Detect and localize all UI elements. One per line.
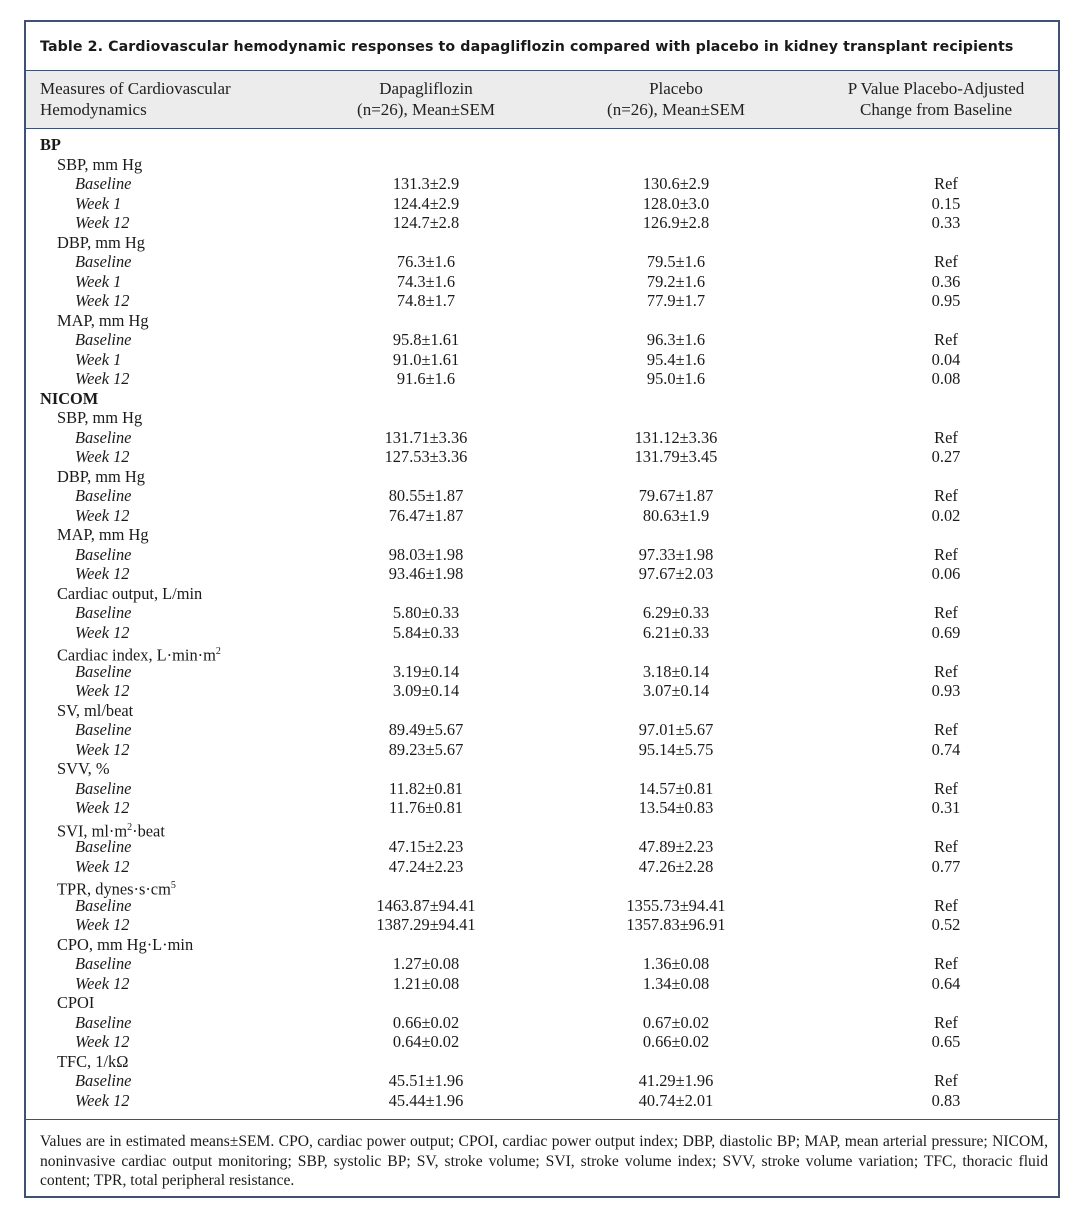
p-value-cell: Ref bbox=[934, 661, 958, 681]
p-value-cell: 0.36 bbox=[931, 271, 961, 291]
timepoint-label bbox=[75, 330, 131, 350]
p-value-cell: 0.08 bbox=[931, 369, 961, 388]
label-text: NICOM bbox=[40, 388, 99, 408]
p-value-cell: Ref bbox=[934, 603, 958, 622]
p-value-cell: Ref bbox=[934, 252, 958, 271]
timepoint-label bbox=[75, 1032, 129, 1052]
dapagliflozin-cell: 45.44±1.96 bbox=[388, 1090, 464, 1110]
placebo-cell: 3.18±0.14 bbox=[642, 661, 710, 681]
placebo-cell: 131.12±3.36 bbox=[634, 427, 718, 447]
dapagliflozin-cell: 45.51±1.96 bbox=[388, 1071, 464, 1090]
timepoint-label bbox=[75, 350, 121, 370]
label-text: Week 12 bbox=[75, 798, 130, 817]
section-row bbox=[26, 135, 1058, 155]
placebo-cell: 13.54±0.83 bbox=[638, 798, 714, 817]
timepoint-label bbox=[75, 603, 131, 623]
table-row bbox=[26, 486, 1058, 506]
dapagliflozin-cell: 124.4±2.9 bbox=[392, 193, 460, 213]
placebo-cell: 79.5±1.6 bbox=[646, 252, 706, 271]
unit-superscript: 2 bbox=[127, 821, 133, 833]
table-row bbox=[26, 194, 1058, 214]
table-row bbox=[26, 330, 1058, 350]
label-text: Baseline bbox=[75, 720, 132, 739]
header-dapagliflozin-line1: Dapagliflozin bbox=[379, 79, 473, 98]
p-value-cell: 0.74 bbox=[931, 739, 961, 759]
label-text: SBP, mm Hg bbox=[57, 408, 143, 427]
measure-row bbox=[26, 935, 1058, 955]
label-text: Baseline bbox=[75, 837, 132, 856]
label-text: Baseline bbox=[75, 661, 132, 681]
p-value-cell: 0.52 bbox=[931, 915, 961, 934]
placebo-cell: 0.66±0.02 bbox=[642, 1032, 710, 1051]
dapagliflozin-cell: 0.64±0.02 bbox=[392, 1032, 460, 1051]
header-placebo-line1: Placebo bbox=[649, 79, 703, 98]
placebo-cell: 79.67±1.87 bbox=[638, 486, 714, 505]
label-text: Week 12 bbox=[75, 622, 130, 642]
label-text: Baseline bbox=[75, 895, 132, 915]
dapagliflozin-cell: 74.8±1.7 bbox=[396, 291, 456, 310]
table-row bbox=[26, 681, 1058, 701]
measure-row bbox=[26, 876, 1058, 899]
label-text: Baseline bbox=[75, 1012, 132, 1032]
table-row bbox=[26, 798, 1058, 818]
table-row bbox=[26, 213, 1058, 233]
timepoint-label bbox=[75, 720, 131, 740]
table-row bbox=[26, 564, 1058, 584]
label-text: Cardiac output, L/min bbox=[57, 583, 203, 603]
label-text: Week 12 bbox=[75, 681, 130, 700]
dapagliflozin-cell: 1387.29±94.41 bbox=[376, 915, 476, 934]
label-text: Baseline bbox=[75, 330, 132, 349]
measure-row bbox=[26, 311, 1058, 331]
p-value-cell: Ref bbox=[934, 1071, 958, 1090]
timepoint-label bbox=[75, 506, 129, 526]
placebo-cell: 1355.73±94.41 bbox=[626, 895, 726, 915]
placebo-cell: 47.89±2.23 bbox=[638, 837, 714, 856]
p-value-cell: Ref bbox=[934, 544, 958, 564]
measure-label bbox=[57, 993, 94, 1013]
table-row bbox=[26, 857, 1058, 877]
p-value-cell: Ref bbox=[934, 486, 958, 505]
timepoint-label bbox=[75, 915, 129, 935]
timepoint-label bbox=[75, 428, 131, 448]
p-value-cell: 0.83 bbox=[931, 1090, 961, 1110]
label-text: Baseline bbox=[75, 174, 132, 193]
label-text: Week 1 bbox=[75, 271, 122, 291]
label-text: CPOI bbox=[57, 993, 95, 1012]
placebo-cell: 47.26±2.28 bbox=[638, 856, 714, 876]
label-text: Week 12 bbox=[75, 856, 130, 876]
timepoint-label bbox=[75, 291, 129, 311]
timepoint-label bbox=[75, 896, 131, 916]
placebo-cell: 95.4±1.6 bbox=[646, 349, 706, 369]
header-measures-line1: Measures of Cardiovascular bbox=[40, 79, 231, 98]
table-row bbox=[26, 779, 1058, 799]
measure-label bbox=[57, 584, 202, 604]
p-value-cell: 0.64 bbox=[931, 973, 961, 993]
timepoint-label bbox=[75, 857, 129, 877]
p-value-cell: 0.06 bbox=[931, 564, 961, 583]
p-value-cell: 0.69 bbox=[931, 622, 961, 642]
measure-label bbox=[57, 1052, 128, 1072]
dapagliflozin-cell: 93.46±1.98 bbox=[388, 564, 464, 583]
table-row bbox=[26, 1032, 1058, 1052]
table-row bbox=[26, 272, 1058, 292]
label-text: TPR, dynes·s·cm bbox=[57, 879, 171, 899]
label-text: CPO, mm Hg·L·min bbox=[57, 934, 194, 954]
timepoint-label bbox=[75, 213, 129, 233]
label-text: Week 12 bbox=[75, 973, 130, 993]
dapagliflozin-cell: 89.23±5.67 bbox=[388, 739, 464, 759]
dapagliflozin-cell: 127.53±3.36 bbox=[384, 447, 468, 466]
timepoint-label bbox=[75, 174, 131, 194]
timepoint-label bbox=[75, 252, 131, 272]
placebo-cell: 95.0±1.6 bbox=[646, 369, 706, 388]
placebo-cell: 40.74±2.01 bbox=[638, 1090, 714, 1110]
label-text: Week 12 bbox=[75, 369, 130, 388]
label-text: Cardiac index, L·min·m bbox=[57, 645, 216, 665]
timepoint-label bbox=[75, 779, 131, 799]
dapagliflozin-cell: 47.24±2.23 bbox=[388, 856, 464, 876]
label-text: SVV, % bbox=[57, 759, 110, 778]
table-header bbox=[26, 70, 1058, 129]
label-text: Week 12 bbox=[75, 505, 130, 525]
label-text: Baseline bbox=[75, 252, 132, 271]
timepoint-label bbox=[75, 954, 131, 974]
measure-label bbox=[57, 311, 149, 331]
dapagliflozin-cell: 95.8±1.61 bbox=[392, 330, 460, 349]
dapagliflozin-cell: 76.47±1.87 bbox=[388, 505, 464, 525]
label-text: TFC, 1/kΩ bbox=[57, 1051, 129, 1071]
table-row bbox=[26, 974, 1058, 994]
label-text: Week 12 bbox=[75, 1032, 130, 1051]
measure-label bbox=[57, 408, 142, 428]
table-row bbox=[26, 837, 1058, 857]
dapagliflozin-cell: 98.03±1.98 bbox=[388, 544, 464, 564]
measure-row bbox=[26, 1052, 1058, 1072]
dapagliflozin-cell: 80.55±1.87 bbox=[388, 486, 464, 505]
measure-label bbox=[57, 525, 149, 545]
p-value-cell: Ref bbox=[934, 427, 958, 447]
table-body bbox=[26, 135, 1058, 1110]
table-row bbox=[26, 915, 1058, 935]
label-text: Week 12 bbox=[75, 915, 130, 934]
placebo-cell: 6.29±0.33 bbox=[642, 603, 710, 622]
measure-row bbox=[26, 642, 1058, 665]
timepoint-label bbox=[75, 974, 129, 994]
unit-superscript: 2 bbox=[215, 646, 221, 657]
timepoint-label bbox=[75, 837, 131, 857]
p-value-cell: Ref bbox=[934, 837, 958, 856]
p-value-cell: 0.95 bbox=[931, 291, 961, 310]
placebo-cell: 1.34±0.08 bbox=[642, 973, 710, 993]
table-frame bbox=[24, 20, 1060, 1198]
dapagliflozin-cell: 3.09±0.14 bbox=[392, 681, 460, 700]
measure-row bbox=[26, 993, 1058, 1013]
measure-label bbox=[57, 759, 110, 779]
dapagliflozin-cell: 3.19±0.14 bbox=[392, 661, 460, 681]
table-row bbox=[26, 740, 1058, 760]
dapagliflozin-cell: 74.3±1.6 bbox=[396, 271, 456, 291]
p-value-cell: Ref bbox=[934, 954, 958, 973]
placebo-cell: 97.33±1.98 bbox=[638, 544, 714, 564]
timepoint-label bbox=[75, 1071, 131, 1091]
measure-row bbox=[26, 408, 1058, 428]
dapagliflozin-cell: 91.0±1.61 bbox=[392, 349, 460, 369]
placebo-cell: 41.29±1.96 bbox=[638, 1071, 714, 1090]
placebo-cell: 128.0±3.0 bbox=[642, 193, 710, 213]
label-text: DBP, mm Hg bbox=[57, 466, 145, 486]
header-measures-line2: Hemodynamics bbox=[40, 100, 147, 119]
timepoint-label bbox=[75, 1091, 129, 1111]
p-value-cell: Ref bbox=[934, 1012, 958, 1032]
label-text: Week 12 bbox=[75, 291, 130, 310]
label-text: Baseline bbox=[75, 1071, 132, 1090]
timepoint-label bbox=[75, 623, 129, 643]
dapagliflozin-cell: 5.84±0.33 bbox=[392, 622, 460, 642]
header-dapagliflozin-line2: (n=26), Mean±SEM bbox=[357, 100, 495, 119]
measure-row bbox=[26, 233, 1058, 253]
table-row bbox=[26, 545, 1058, 565]
label-text: Baseline bbox=[75, 603, 132, 622]
timepoint-label bbox=[75, 681, 129, 701]
table-row bbox=[26, 954, 1058, 974]
header-placebo bbox=[586, 78, 766, 120]
measure-row bbox=[26, 759, 1058, 779]
dapagliflozin-cell: 47.15±2.23 bbox=[388, 837, 464, 856]
section-label bbox=[40, 389, 98, 409]
dapagliflozin-cell: 91.6±1.6 bbox=[396, 369, 456, 388]
label-text: SBP, mm Hg bbox=[57, 154, 143, 174]
measure-row bbox=[26, 701, 1058, 721]
header-dapagliflozin bbox=[336, 78, 516, 120]
timepoint-label bbox=[75, 194, 121, 214]
placebo-cell: 77.9±1.7 bbox=[646, 291, 706, 310]
section-label bbox=[40, 135, 61, 155]
placebo-cell: 97.67±2.03 bbox=[638, 564, 714, 583]
label-text: Baseline bbox=[75, 954, 132, 973]
table-row bbox=[26, 603, 1058, 623]
p-value-cell: Ref bbox=[934, 895, 958, 915]
measure-row bbox=[26, 155, 1058, 175]
label-text: Baseline bbox=[75, 544, 132, 564]
table-row bbox=[26, 662, 1058, 682]
dapagliflozin-cell: 1.27±0.08 bbox=[392, 954, 460, 973]
placebo-cell: 1.36±0.08 bbox=[642, 954, 710, 973]
placebo-cell: 80.63±1.9 bbox=[642, 505, 710, 525]
header-measures bbox=[40, 78, 231, 120]
label-text: Week 12 bbox=[75, 564, 130, 583]
label-suffix: ·beat bbox=[132, 820, 165, 840]
timepoint-label bbox=[75, 486, 131, 506]
dapagliflozin-cell: 1463.87±94.41 bbox=[376, 895, 476, 915]
p-value-cell: 0.02 bbox=[931, 505, 961, 525]
label-text: BP bbox=[40, 135, 61, 154]
measure-row bbox=[26, 584, 1058, 604]
timepoint-label bbox=[75, 369, 129, 389]
measure-label bbox=[57, 701, 133, 721]
timepoint-label bbox=[75, 798, 129, 818]
dapagliflozin-cell: 76.3±1.6 bbox=[396, 252, 456, 271]
p-value-cell: Ref bbox=[934, 330, 958, 349]
placebo-cell: 6.21±0.33 bbox=[642, 622, 710, 642]
placebo-cell: 95.14±5.75 bbox=[638, 739, 714, 759]
label-text: Baseline bbox=[75, 486, 132, 505]
timepoint-label bbox=[75, 272, 121, 292]
p-value-cell: 0.77 bbox=[931, 856, 961, 876]
measure-row bbox=[26, 525, 1058, 545]
label-text: Week 1 bbox=[75, 349, 122, 369]
p-value-cell: 0.65 bbox=[931, 1032, 961, 1051]
placebo-cell: 131.79±3.45 bbox=[634, 447, 718, 466]
dapagliflozin-cell: 131.71±3.36 bbox=[384, 427, 468, 447]
header-placebo-line2: (n=26), Mean±SEM bbox=[607, 100, 745, 119]
label-text: Week 12 bbox=[75, 739, 130, 759]
measure-row bbox=[26, 818, 1058, 838]
p-value-cell: 0.33 bbox=[931, 213, 961, 232]
table-row bbox=[26, 447, 1058, 467]
table-row bbox=[26, 1091, 1058, 1111]
footer-divider bbox=[26, 1119, 1058, 1120]
header-p-value-line1: P Value Placebo-Adjusted bbox=[847, 79, 1025, 98]
measure-label bbox=[57, 935, 193, 955]
timepoint-label bbox=[75, 1013, 131, 1033]
unit-superscript: 5 bbox=[170, 880, 176, 891]
dapagliflozin-cell: 0.66±0.02 bbox=[392, 1012, 460, 1032]
timepoint-label bbox=[75, 564, 129, 584]
table-row bbox=[26, 291, 1058, 311]
table-row bbox=[26, 1013, 1058, 1033]
label-text: Week 12 bbox=[75, 213, 130, 232]
label-text: SVI, ml·m bbox=[57, 820, 128, 840]
table-row bbox=[26, 1071, 1058, 1091]
label-text: MAP, mm Hg bbox=[57, 525, 149, 544]
measure-label bbox=[57, 467, 145, 487]
dapagliflozin-cell: 5.80±0.33 bbox=[392, 603, 460, 622]
dapagliflozin-cell: 11.76±0.81 bbox=[389, 798, 463, 817]
section-row bbox=[26, 389, 1058, 409]
table-row bbox=[26, 350, 1058, 370]
placebo-cell: 79.2±1.6 bbox=[646, 271, 706, 291]
timepoint-label bbox=[75, 662, 131, 682]
p-value-cell: Ref bbox=[934, 720, 958, 739]
label-text: Baseline bbox=[75, 427, 132, 447]
placebo-cell: 1357.83±96.91 bbox=[626, 915, 726, 934]
placebo-cell: 0.67±0.02 bbox=[642, 1012, 710, 1032]
dapagliflozin-cell: 1.21±0.08 bbox=[392, 973, 460, 993]
placebo-cell: 96.3±1.6 bbox=[646, 330, 706, 349]
timepoint-label bbox=[75, 447, 129, 467]
table-footnote: Values are in estimated means±SEM. CPO, cardiac power output; CPOI, cardiac power output index; DBP, diastolic BP; MAP, mean arterial pressure; NICOM, noninvasive cardiac output monitoring; SBP, systolic BP; SV, stroke volume; SVI, stroke volume index; SVV, stroke volume variation; TFC, thoracic fluid content; TPR, total peripheral resistance. bbox=[40, 1133, 1048, 1189]
label-text: Week 12 bbox=[75, 447, 130, 466]
table-row bbox=[26, 428, 1058, 448]
measure-label bbox=[57, 155, 142, 175]
label-text: Baseline bbox=[75, 778, 132, 798]
p-value-cell: 0.27 bbox=[931, 447, 961, 466]
table-row bbox=[26, 623, 1058, 643]
label-text: SV, ml/beat bbox=[57, 700, 134, 720]
p-value-cell: 0.31 bbox=[931, 798, 961, 817]
p-value-cell: Ref bbox=[934, 778, 958, 798]
placebo-cell: 14.57±0.81 bbox=[638, 778, 714, 798]
placebo-cell: 126.9±2.8 bbox=[642, 213, 710, 232]
placebo-cell: 130.6±2.9 bbox=[642, 174, 710, 193]
measure-label bbox=[57, 233, 145, 253]
placebo-cell: 3.07±0.14 bbox=[642, 681, 710, 700]
p-value-cell: Ref bbox=[934, 174, 958, 193]
timepoint-label bbox=[75, 740, 129, 760]
header-p-value bbox=[816, 78, 1056, 120]
dapagliflozin-cell: 89.49±5.67 bbox=[388, 720, 464, 739]
table-row bbox=[26, 896, 1058, 916]
header-p-value-line2: Change from Baseline bbox=[859, 100, 1012, 119]
label-text: Week 1 bbox=[75, 193, 122, 213]
table-row bbox=[26, 506, 1058, 526]
dapagliflozin-cell: 11.82±0.81 bbox=[389, 778, 463, 798]
label-text: DBP, mm Hg bbox=[57, 232, 145, 252]
label-text: MAP, mm Hg bbox=[57, 310, 149, 330]
table-row bbox=[26, 369, 1058, 389]
dapagliflozin-cell: 131.3±2.9 bbox=[392, 174, 460, 193]
timepoint-label bbox=[75, 545, 131, 565]
p-value-cell: 0.93 bbox=[931, 681, 961, 700]
dapagliflozin-cell: 124.7±2.8 bbox=[392, 213, 460, 232]
table-row bbox=[26, 720, 1058, 740]
table-title: Table 2. Cardiovascular hemodynamic responses to dapagliflozin compared with placebo in kidney transplant recipients bbox=[40, 39, 1014, 55]
measure-row bbox=[26, 467, 1058, 487]
p-value-cell: 0.15 bbox=[931, 193, 961, 213]
label-text: Week 12 bbox=[75, 1090, 130, 1110]
table-row bbox=[26, 174, 1058, 194]
table-row bbox=[26, 252, 1058, 272]
placebo-cell: 97.01±5.67 bbox=[638, 720, 714, 739]
p-value-cell: 0.04 bbox=[931, 349, 961, 369]
